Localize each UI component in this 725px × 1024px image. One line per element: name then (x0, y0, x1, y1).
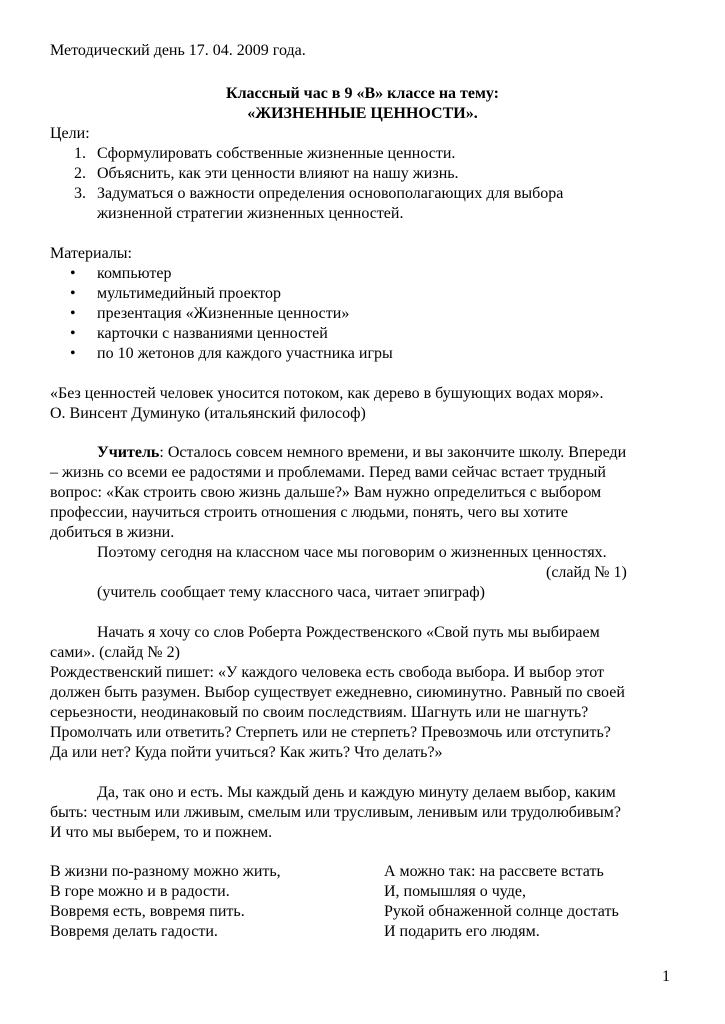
poem-line: И подарить его людям. (384, 923, 540, 940)
epigraph-author: О. Винсент Думинуко (итальянский философ) (50, 405, 366, 422)
teacher-note: (учитель сообщает тему классного часа, читает эпиграф) (97, 584, 485, 601)
paragraph-line: Да или нет? Куда пойти учиться? Как жить? Что делать?» (50, 744, 443, 761)
paragraph-line: серьезности, неодинаковый по своим последствиям. Шагнуть или не шагнуть? (50, 704, 589, 721)
goal-item: Задуматься о важности определения основополагающих для выбора (97, 185, 564, 202)
material-item: компьютер (97, 265, 172, 282)
slide-reference: (слайд № 1) (546, 564, 627, 581)
paragraph-line: И что мы выберем, то и пожнем. (50, 824, 273, 841)
poem-line: В горе можно и в радости. (50, 883, 230, 900)
teacher-label: Учитель (97, 444, 160, 461)
bullet-icon: • (70, 345, 76, 362)
goal-item-continuation: жизненной стратегии жизненных ценностей. (97, 205, 404, 222)
material-item: карточки с названиями ценностей (97, 325, 328, 342)
poem-line: И, помышляя о чуде, (384, 883, 526, 900)
goal-number: 1. (74, 145, 86, 162)
poem-line: В жизни по-разному можно жить, (50, 863, 281, 880)
paragraph-line: Промолчать или ответить? Стерпеть или не стерпеть? Превозмочь или отступить? (50, 724, 611, 741)
goal-item: Сформулировать собственные жизненные ценности. (97, 145, 456, 162)
goal-number: 3. (74, 185, 86, 202)
paragraph-line: быть: честным или лживым, смелым или трусливым, ленивым или трудолюбивым? (50, 804, 622, 821)
material-item: по 10 жетонов для каждого участника игры (97, 345, 393, 362)
paragraph-line: Начать я хочу со слов Роберта Рождественского «Свой путь мы выбираем (97, 624, 600, 641)
paragraph-line: – жизнь со всеми ее радостями и проблемами. Перед вами сейчас встает трудный (50, 464, 606, 481)
paragraph-line: добиться в жизни. (50, 524, 175, 541)
paragraph-text: : Осталось совсем немного времени, и вы закончите школу. Впереди (159, 444, 627, 461)
materials-label: Материалы: (50, 245, 132, 262)
bullet-icon: • (70, 265, 76, 282)
bullet-icon: • (70, 305, 76, 322)
paragraph-line: должен быть разумен. Выбор существует ежедневно, сиюминутно. Равный по своей (50, 684, 625, 701)
poem-line: Вовремя есть, вовремя пить. (50, 903, 245, 920)
title-line-1: Классный час в 9 «В» классе на тему: (225, 85, 500, 102)
bullet-icon: • (70, 285, 76, 302)
document-header: Методический день 17. 04. 2009 года. (50, 42, 306, 59)
paragraph-line: Да, так оно и есть. Мы каждый день и каждую минуту делаем выбор, каким (97, 784, 616, 801)
paragraph-teacher-line (97, 443, 626, 463)
material-item: презентация «Жизненные ценности» (97, 305, 350, 322)
paragraph-line: профессии, научиться строить отношения с людьми, понять, чего вы хотите (50, 504, 568, 521)
paragraph-line: вопрос: «Как строить свою жизнь дальше?» Вам нужно определиться с выбором (50, 484, 602, 501)
paragraph-line: сами». (слайд № 2) (50, 644, 180, 661)
goals-label: Цели: (50, 125, 90, 142)
poem-line: Вовремя делать гадости. (50, 923, 218, 940)
goal-number: 2. (74, 165, 86, 182)
poem-line: А можно так: на рассвете встать (384, 863, 604, 880)
material-item: мультимедийный проектор (97, 285, 282, 302)
title-line-2: «ЖИЗНЕННЫЕ ЦЕННОСТИ». (247, 105, 478, 122)
page-number: 1 (662, 968, 670, 985)
paragraph-line: Рождественский пишет: «У каждого человека есть свобода выбора. И выбор этот (50, 664, 604, 681)
poem-line: Рукой обнаженной солнце достать (384, 903, 619, 920)
paragraph-line: Поэтому сегодня на классном часе мы поговорим о жизненных ценностях. (97, 544, 607, 561)
epigraph-quote: «Без ценностей человек уносится потоком, как дерево в бушующих водах моря». (50, 385, 604, 402)
bullet-icon: • (70, 325, 76, 342)
goal-item: Объяснить, как эти ценности влияют на нашу жизнь. (97, 165, 459, 182)
